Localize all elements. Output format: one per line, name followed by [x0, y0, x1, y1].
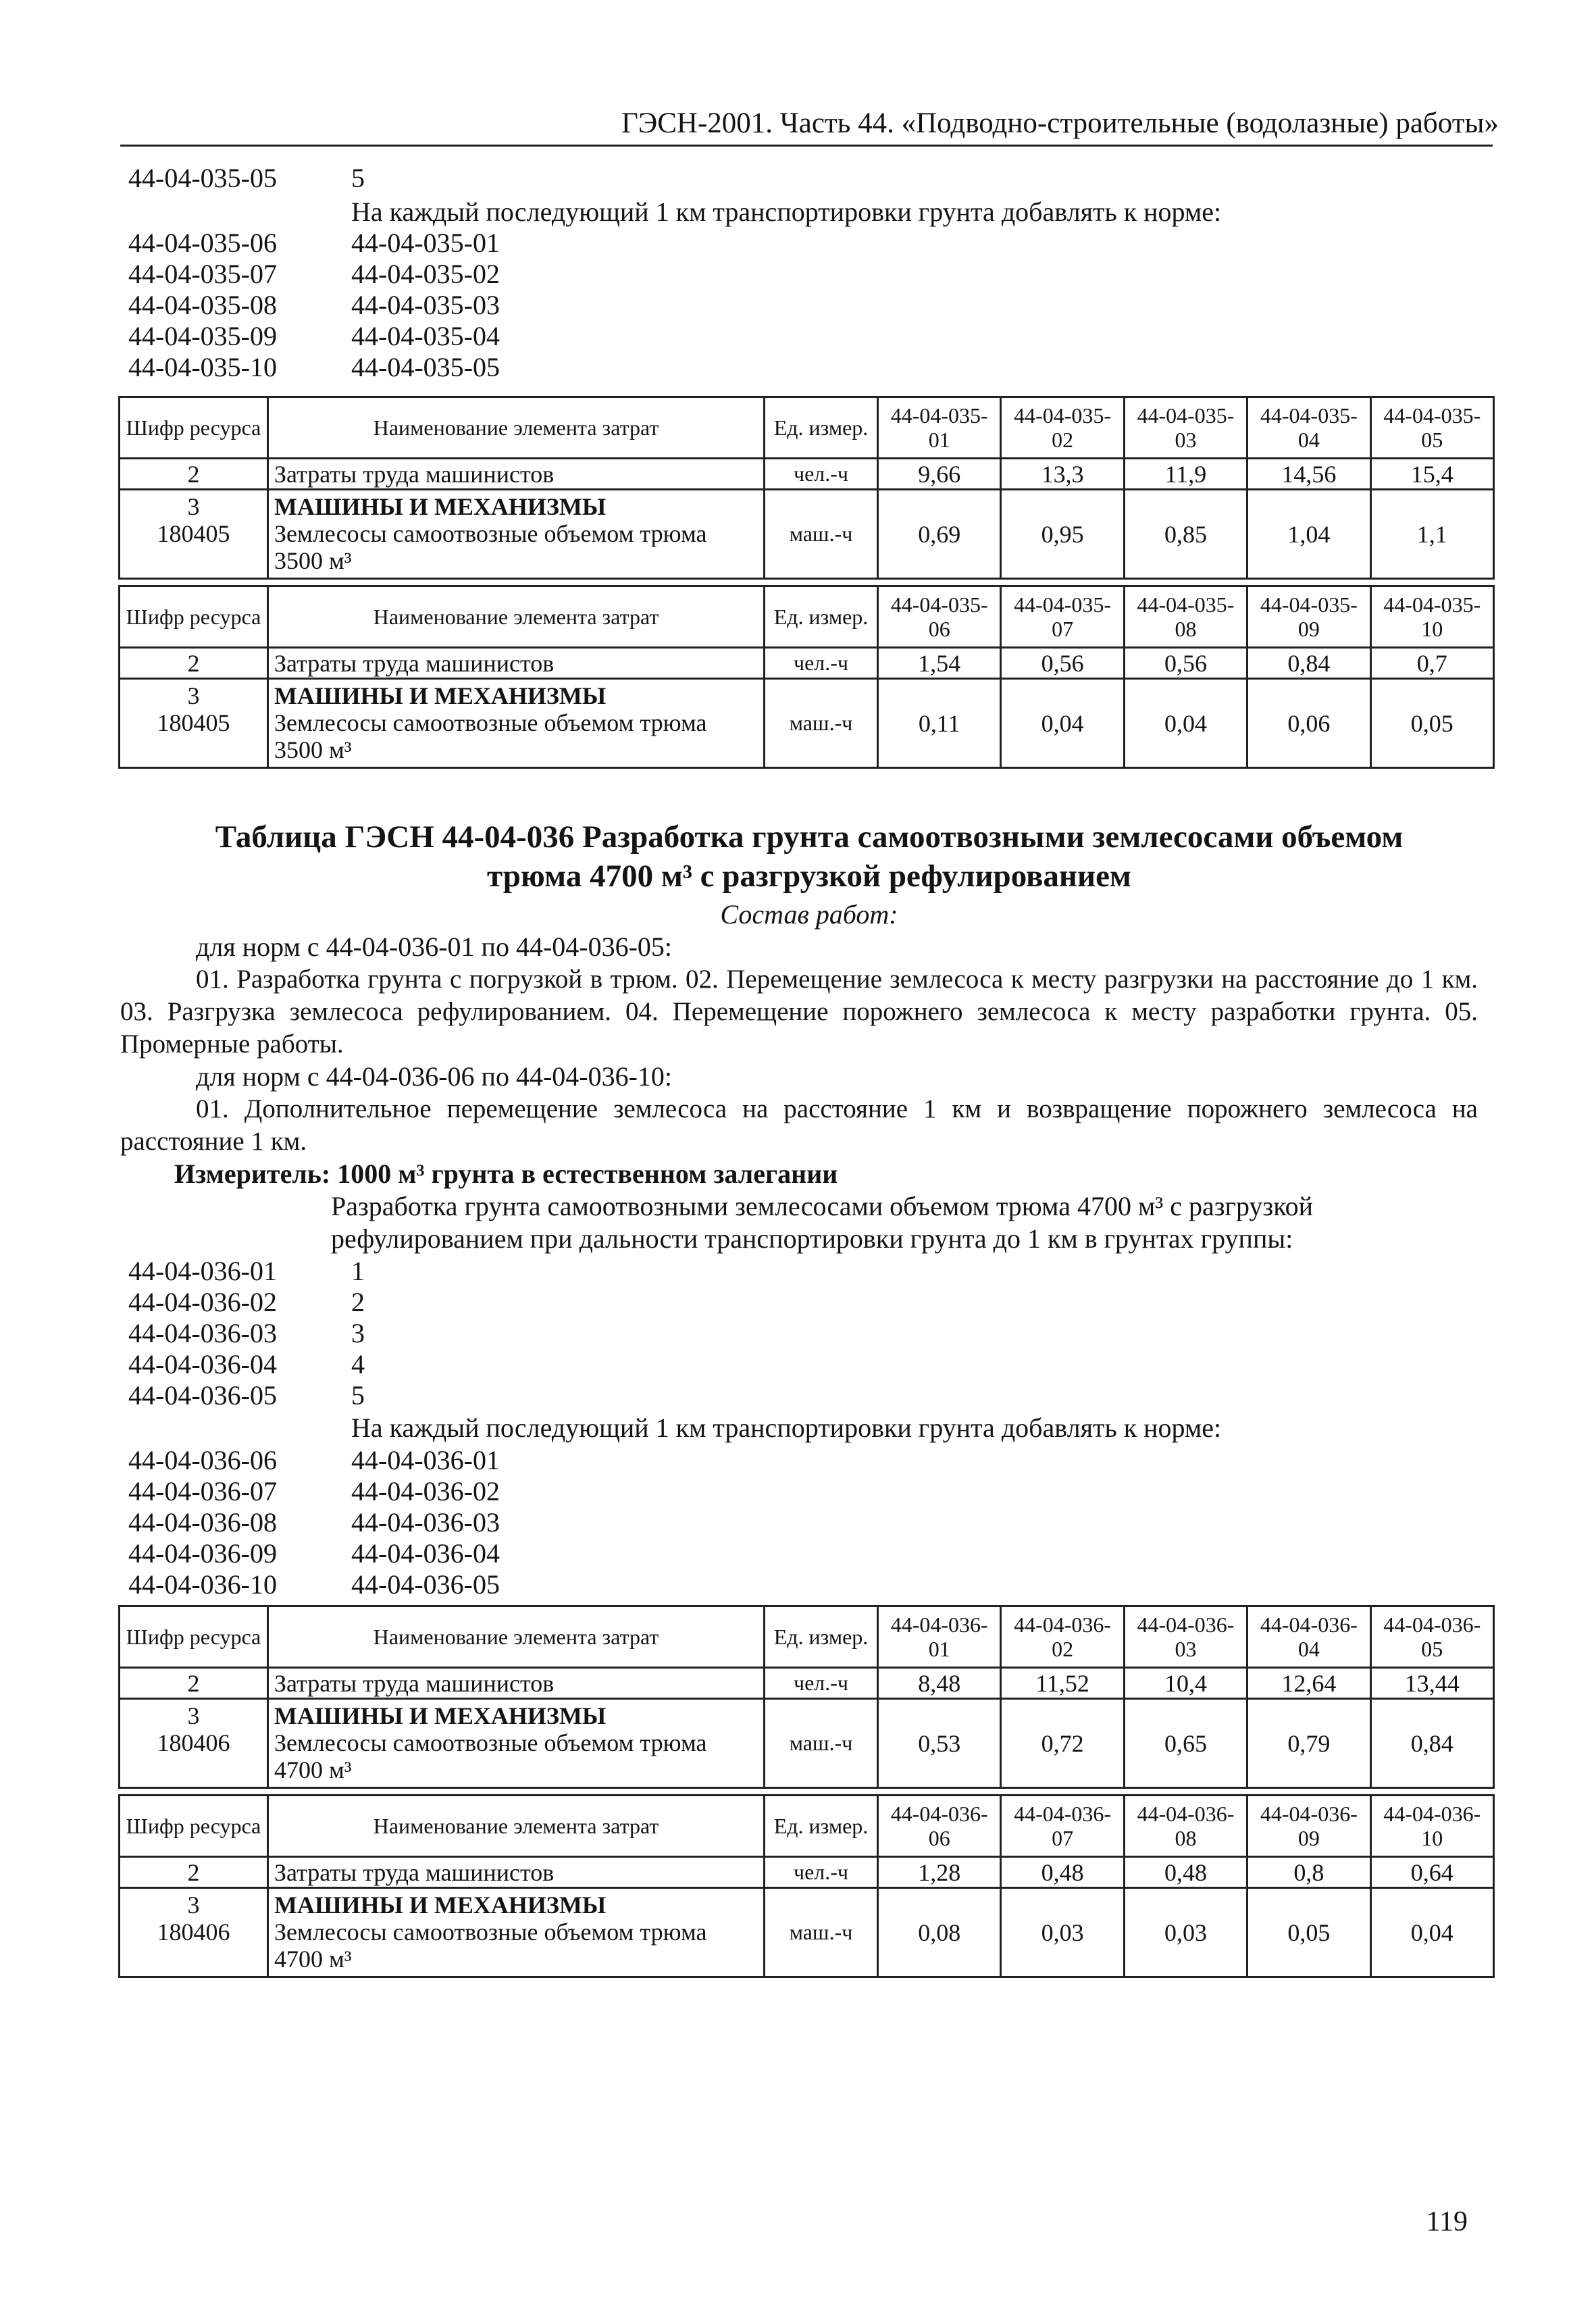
add-note: На каждый последующий 1 км транспортировки грунта добавлять к норме:: [351, 1413, 1222, 1443]
resource-name-cell: [268, 679, 765, 768]
resource-name: Землесосы самоотвозные объемом трюма 3500 м³: [274, 520, 707, 574]
resource-name: Затраты труда машинистов: [268, 1668, 765, 1699]
resource-code: 2: [120, 648, 268, 679]
value-cell: 0,72: [1001, 1699, 1124, 1788]
norm-group: 2: [351, 1287, 365, 1317]
table-row: [120, 1699, 1494, 1788]
resource-table: [118, 585, 1495, 769]
name-header: Наименование элемента затрат: [268, 1606, 765, 1668]
norm-group: 5: [351, 163, 365, 193]
table-row: [120, 1857, 1494, 1888]
norm-column-header: 44-04-036-10: [1370, 1796, 1493, 1857]
value-cell: 9,66: [878, 459, 1001, 490]
value-cell: 0,03: [1124, 1888, 1247, 1977]
norm-column-header: 44-04-036-03: [1124, 1606, 1247, 1668]
resource-code-cell: [120, 490, 268, 579]
norm-description: рефулированием при дальности транспортировки грунта до 1 км в грунтах группы:: [331, 1223, 1293, 1254]
section-title: МАШИНЫ И МЕХАНИЗМЫ: [274, 1702, 607, 1729]
resource-table: [118, 1794, 1495, 1978]
value-cell: 0,85: [1124, 490, 1247, 579]
value-cell: 0,56: [1124, 648, 1247, 679]
section-code: 3: [187, 1702, 200, 1729]
norm-column-header: 44-04-036-06: [878, 1796, 1001, 1857]
value-cell: 0,64: [1370, 1857, 1493, 1888]
norm-ref: 44-04-036-04: [351, 1538, 500, 1569]
value-cell: 0,65: [1124, 1699, 1247, 1788]
norm-row: [128, 1444, 500, 1477]
section-title: МАШИНЫ И МЕХАНИЗМЫ: [274, 493, 607, 520]
resource-name: Землесосы самоотвозные объемом трюма 4700 м³: [274, 1729, 707, 1783]
resource-unit: чел.-ч: [765, 1668, 878, 1699]
norm-code: 44-04-036-10: [128, 1569, 277, 1600]
value-cell: 1,1: [1370, 490, 1493, 579]
norm-code: 44-04-036-09: [128, 1538, 277, 1569]
resource-unit: чел.-ч: [765, 1857, 878, 1888]
norm-row: [128, 227, 500, 259]
resource-name: Затраты труда машинистов: [268, 1857, 765, 1888]
table-row: [120, 648, 1494, 679]
resource-code: 180405: [157, 520, 230, 547]
norm-row: [128, 351, 500, 384]
norm-code: 44-04-036-07: [128, 1476, 277, 1506]
norm-code: 44-04-035-07: [128, 259, 277, 289]
value-cell: 1,04: [1247, 490, 1370, 579]
norm-group: 5: [351, 1380, 365, 1410]
norm-column-header: 44-04-035-02: [1001, 397, 1124, 459]
norm-code: 44-04-036-02: [128, 1287, 277, 1317]
norm-ref: 44-04-035-02: [351, 259, 500, 289]
norm-column-header: 44-04-035-08: [1124, 586, 1247, 648]
norm-code: 44-04-036-06: [128, 1445, 277, 1475]
norm-row: [128, 1348, 365, 1381]
table-row: [120, 679, 1494, 768]
value-cell: 1,28: [878, 1857, 1001, 1888]
resource-unit: маш.-ч: [765, 679, 878, 768]
value-cell: 11,9: [1124, 459, 1247, 490]
norm-code: 44-04-036-04: [128, 1349, 277, 1379]
norm-column-header: 44-04-035-03: [1124, 397, 1247, 459]
resource-name: Землесосы самоотвозные объемом трюма 4700 м³: [274, 1918, 707, 1973]
norm-code: 44-04-035-06: [128, 228, 277, 258]
value-cell: 0,48: [1001, 1857, 1124, 1888]
resource-code-cell: [120, 1888, 268, 1977]
norm-code: 44-04-036-05: [128, 1380, 277, 1410]
value-cell: 0,05: [1370, 679, 1493, 768]
norms-range: для норм с 44-04-036-01 по 44-04-036-05:: [196, 932, 673, 962]
norm-ref: 44-04-035-03: [351, 290, 500, 320]
section-title-line: трюма 4700 м³ с разгрузкой рефулированием: [487, 859, 1131, 894]
norm-column-header: 44-04-036-09: [1247, 1796, 1370, 1857]
norm-row: [128, 1379, 365, 1412]
value-cell: 0,53: [878, 1699, 1001, 1788]
table-header-row: [120, 1796, 1494, 1857]
value-cell: 0,84: [1370, 1699, 1493, 1788]
resource-name-cell: [268, 1699, 765, 1788]
resource-unit: маш.-ч: [765, 1888, 878, 1977]
norm-group: 4: [351, 1349, 365, 1379]
name-header: Наименование элемента затрат: [268, 586, 765, 648]
norm-column-header: 44-04-035-07: [1001, 586, 1124, 648]
header-rule: [120, 145, 1493, 147]
value-cell: 0,95: [1001, 490, 1124, 579]
resource-table: [118, 1605, 1495, 1789]
value-cell: 10,4: [1124, 1668, 1247, 1699]
resource-unit: маш.-ч: [765, 1699, 878, 1788]
norm-row: [128, 1475, 500, 1508]
norm-row: [128, 1286, 365, 1319]
value-cell: 0,79: [1247, 1699, 1370, 1788]
resource-code-cell: [120, 1699, 268, 1788]
value-cell: 0,04: [1124, 679, 1247, 768]
cipher-header: Шифр ресурса: [120, 1606, 268, 1668]
norm-ref: 44-04-035-04: [351, 321, 500, 351]
value-cell: 0,04: [1370, 1888, 1493, 1977]
norm-row: [128, 258, 500, 290]
resource-code: 180406: [157, 1729, 230, 1756]
resource-table: [118, 396, 1495, 580]
norm-code: 44-04-036-08: [128, 1507, 277, 1537]
cipher-header: Шифр ресурса: [120, 586, 268, 648]
name-header: Наименование элемента затрат: [268, 397, 765, 459]
value-cell: 13,3: [1001, 459, 1124, 490]
unit-header: Ед. измер.: [765, 397, 878, 459]
table-row: [120, 490, 1494, 579]
norm-description: Разработка грунта самоотвозными землесосами объемом трюма 4700 м³ с разгрузкой: [331, 1191, 1314, 1221]
value-cell: 12,64: [1247, 1668, 1370, 1699]
norm-code: 44-04-035-09: [128, 321, 277, 351]
value-cell: 8,48: [878, 1668, 1001, 1699]
resource-name: Затраты труда машинистов: [268, 648, 765, 679]
table-header-row: [120, 397, 1494, 459]
norm-row: [128, 1537, 500, 1570]
resource-code: 2: [120, 1668, 268, 1699]
value-cell: 0,84: [1247, 648, 1370, 679]
unit-header: Ед. измер.: [765, 586, 878, 648]
resource-name-cell: [268, 490, 765, 579]
norm-column-header: 44-04-035-06: [878, 586, 1001, 648]
work-description: 01. Дополнительное перемещение землесоса на расстояние 1 км и возвращение порожнего землесоса на расстояние 1 км.: [120, 1094, 1478, 1156]
cipher-header: Шифр ресурса: [120, 397, 268, 459]
norm-row: [128, 1506, 500, 1539]
resource-name: Затраты труда машинистов: [268, 459, 765, 490]
norm-ref: 44-04-036-05: [351, 1569, 500, 1600]
norm-ref: 44-04-035-05: [351, 352, 500, 382]
section-code: 3: [187, 1891, 200, 1918]
work-heading: Состав работ:: [720, 899, 898, 930]
value-cell: 0,04: [1001, 679, 1124, 768]
section-title: МАШИНЫ И МЕХАНИЗМЫ: [274, 682, 607, 709]
resource-name-cell: [268, 1888, 765, 1977]
norm-code: 44-04-035-05: [128, 163, 277, 193]
resource-unit: чел.-ч: [765, 648, 878, 679]
value-cell: 0,05: [1247, 1888, 1370, 1977]
section-title-line: Таблица ГЭСН 44-04-036 Разработка грунта самоотвозными землесосами объемом: [215, 819, 1404, 855]
section-code: 3: [187, 682, 200, 709]
running-header: ГЭСН-2001. Часть 44. «Подводно-строительные (водолазные) работы»: [621, 107, 1499, 139]
norm-column-header: 44-04-036-01: [878, 1606, 1001, 1668]
table-row: [120, 1668, 1494, 1699]
value-cell: 0,08: [878, 1888, 1001, 1977]
value-cell: 0,8: [1247, 1857, 1370, 1888]
norm-column-header: 44-04-035-04: [1247, 397, 1370, 459]
name-header: Наименование элемента затрат: [268, 1796, 765, 1857]
value-cell: 1,54: [878, 648, 1001, 679]
section-title: МАШИНЫ И МЕХАНИЗМЫ: [274, 1891, 607, 1918]
norm-code: 44-04-035-10: [128, 352, 277, 382]
value-cell: 0,06: [1247, 679, 1370, 768]
norm-column-header: 44-04-036-08: [1124, 1796, 1247, 1857]
value-cell: 0,48: [1124, 1857, 1247, 1888]
norm-group: 3: [351, 1318, 365, 1348]
table-header-row: [120, 1606, 1494, 1668]
norms-range: для норм с 44-04-036-06 по 44-04-036-10:: [196, 1061, 673, 1092]
page-number: 119: [1426, 2206, 1468, 2237]
resource-code-cell: [120, 679, 268, 768]
norm-ref: 44-04-036-03: [351, 1507, 500, 1537]
resource-name: Землесосы самоотвозные объемом трюма 3500 м³: [274, 709, 707, 763]
unit-header: Ед. измер.: [765, 1796, 878, 1857]
resource-code: 180406: [157, 1918, 230, 1946]
resource-code: 180405: [157, 709, 230, 736]
value-cell: 0,03: [1001, 1888, 1124, 1977]
value-cell: 15,4: [1370, 459, 1493, 490]
norm-column-header: 44-04-035-05: [1370, 397, 1493, 459]
table-row: [120, 459, 1494, 490]
norm-code: 44-04-035-08: [128, 290, 277, 320]
unit-header: Ед. измер.: [765, 1606, 878, 1668]
norm-row: [128, 1569, 500, 1601]
norm-ref: 44-04-035-01: [351, 228, 500, 258]
norm-ref: 44-04-036-02: [351, 1476, 500, 1506]
work-description: 01. Разработка грунта с погрузкой в трюм. 02. Перемещение землесоса к месту разгрузки на расстояние до 1 км. 03. Разгрузка землесоса рефулированием. 04. Перемещение порожнего землесоса к месту разработки грунта. 05. Промерные работы.: [120, 965, 1478, 1059]
norm-ref: 44-04-036-01: [351, 1445, 500, 1475]
table-header-row: [120, 586, 1494, 648]
norm-code: 44-04-036-01: [128, 1256, 277, 1286]
norm-column-header: 44-04-035-09: [1247, 586, 1370, 648]
section-code: 3: [187, 493, 200, 520]
cipher-header: Шифр ресурса: [120, 1796, 268, 1857]
norm-row: [128, 1255, 365, 1288]
resource-code: 2: [120, 459, 268, 490]
norm-row: [128, 289, 500, 322]
norm-column-header: 44-04-036-02: [1001, 1606, 1124, 1668]
meter-line: Измеритель: 1000 м³ грунта в естественном залегании: [174, 1159, 838, 1189]
norm-column-header: 44-04-036-07: [1001, 1796, 1124, 1857]
value-cell: 0,56: [1001, 648, 1124, 679]
norm-row: [128, 320, 500, 353]
value-cell: 13,44: [1370, 1668, 1493, 1699]
norm-column-header: 44-04-035-10: [1370, 586, 1493, 648]
value-cell: 14,56: [1247, 459, 1370, 490]
add-note: На каждый последующий 1 км транспортировки грунта добавлять к норме:: [351, 197, 1222, 227]
resource-unit: чел.-ч: [765, 459, 878, 490]
value-cell: 0,11: [878, 679, 1001, 768]
resource-code: 2: [120, 1857, 268, 1888]
table-row: [120, 1888, 1494, 1977]
norm-column-header: 44-04-036-05: [1370, 1606, 1493, 1668]
norm-group: 1: [351, 1256, 365, 1286]
value-cell: 0,7: [1370, 648, 1493, 679]
resource-unit: маш.-ч: [765, 490, 878, 579]
norm-row: [128, 1317, 365, 1350]
norm-row: [128, 162, 365, 195]
norm-column-header: 44-04-035-01: [878, 397, 1001, 459]
norm-code: 44-04-036-03: [128, 1318, 277, 1348]
value-cell: 11,52: [1001, 1668, 1124, 1699]
norm-column-header: 44-04-036-04: [1247, 1606, 1370, 1668]
value-cell: 0,69: [878, 490, 1001, 579]
